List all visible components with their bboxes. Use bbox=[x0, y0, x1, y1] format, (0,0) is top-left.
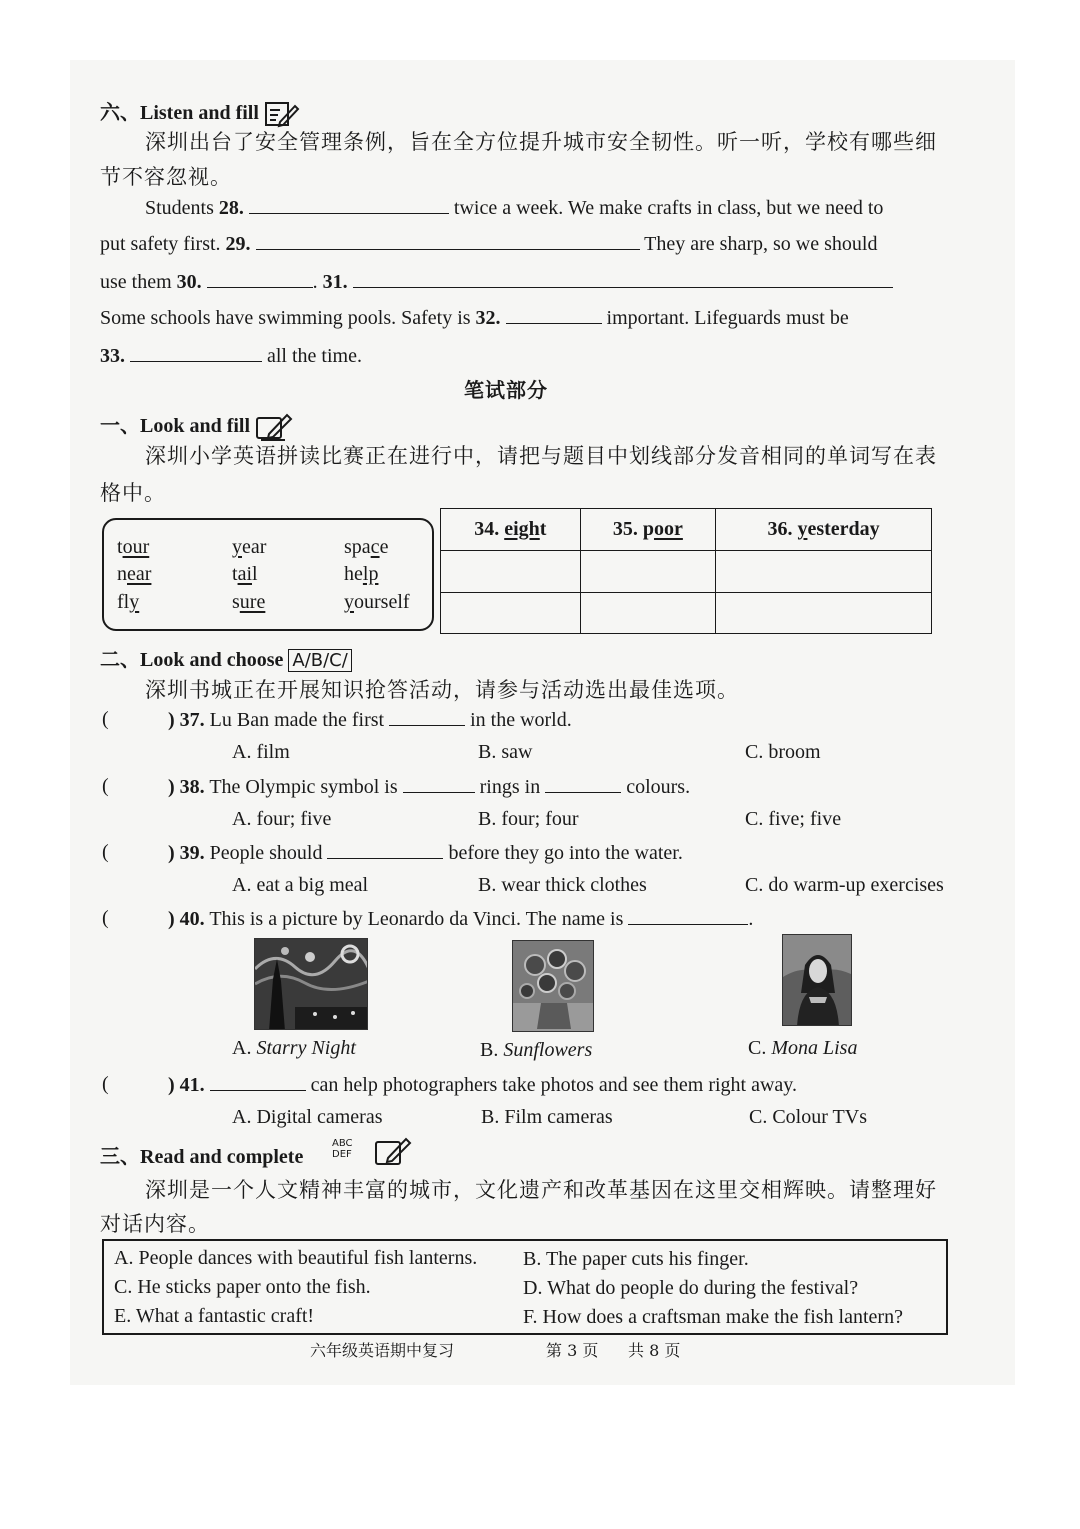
text: l bbox=[252, 563, 258, 585]
q31-number: 31. bbox=[322, 271, 348, 293]
word-bank-item bbox=[117, 536, 149, 559]
text: t bbox=[539, 518, 547, 540]
footer-total: 共 8 页 bbox=[628, 1341, 681, 1360]
option-b[interactable]: B. The paper cuts his finger. bbox=[523, 1248, 749, 1270]
text: Students bbox=[145, 197, 214, 219]
listen-line-29 bbox=[100, 232, 877, 256]
underlined-sound: ear bbox=[127, 563, 152, 585]
word-bank-item bbox=[344, 536, 388, 559]
text: e bbox=[379, 536, 389, 558]
text: ear bbox=[242, 536, 267, 558]
underlined-sound: oor bbox=[653, 518, 683, 540]
option-e[interactable]: E. What a fantastic craft! bbox=[114, 1305, 315, 1327]
footer-page: 第 3 页 bbox=[546, 1341, 599, 1360]
sunflowers-painting bbox=[513, 941, 594, 1032]
q41-option-c[interactable]: C. Colour TVs bbox=[749, 1106, 867, 1128]
answer-paren[interactable]: ( bbox=[102, 841, 109, 863]
word-bank-item bbox=[232, 563, 258, 586]
written-part-heading: 笔试部分 bbox=[464, 378, 548, 402]
q40-option-b[interactable] bbox=[480, 1039, 592, 1062]
write-pencil-icon bbox=[255, 412, 295, 442]
mona-lisa-painting bbox=[783, 935, 852, 1026]
answer-cell[interactable] bbox=[441, 551, 581, 593]
q32-blank[interactable] bbox=[506, 306, 602, 324]
abc-choice-icon: A/B/C/ bbox=[288, 649, 351, 672]
text: 34. bbox=[474, 518, 500, 540]
header-cell-35 bbox=[580, 509, 715, 551]
text: t bbox=[117, 536, 123, 558]
header-cell-34 bbox=[441, 509, 581, 551]
look-fill-intro-line1: 深圳小学英语拼读比赛正在进行中，请把与题目中划线部分发音相同的单词写在表 bbox=[145, 444, 937, 468]
sound-table bbox=[440, 508, 932, 634]
text: important. Lifeguards must be bbox=[606, 307, 849, 329]
q37-blank bbox=[389, 708, 465, 726]
text: twice a week. We make crafts in class, but we need to bbox=[453, 197, 884, 219]
q38-blank1 bbox=[403, 775, 475, 793]
q38-option-c[interactable]: C. five; five bbox=[745, 808, 842, 830]
text: in the world. bbox=[470, 709, 572, 731]
look-choose-intro: 深圳书城正在开展知识抢答活动，请参与活动选出最佳选项。 bbox=[145, 678, 739, 702]
q41-stem bbox=[168, 1073, 797, 1097]
q39-option-a[interactable]: A. eat a big meal bbox=[232, 874, 369, 896]
option-f[interactable]: F. How does a craftsman make the fish lantern? bbox=[523, 1306, 903, 1328]
abcdef-icon bbox=[332, 1138, 353, 1160]
text: . bbox=[748, 908, 754, 930]
underlined-sound: y bbox=[232, 536, 242, 558]
text: he bbox=[344, 563, 363, 585]
underlined-sound: y bbox=[129, 591, 140, 613]
listen-line-30 bbox=[100, 270, 893, 294]
q39-number: ) 39. bbox=[168, 842, 205, 864]
q40-blank bbox=[628, 907, 748, 925]
listen-line-32 bbox=[100, 306, 849, 330]
q40-stem bbox=[168, 907, 753, 931]
text: s bbox=[232, 591, 240, 613]
text: They are sharp, so we should bbox=[644, 233, 878, 255]
text: 35. bbox=[612, 518, 638, 540]
q39-option-b[interactable]: B. wear thick clothes bbox=[478, 874, 647, 896]
read-intro-line2: 对话内容。 bbox=[100, 1212, 210, 1236]
answer-cell[interactable] bbox=[716, 551, 932, 593]
look-choose-title bbox=[100, 643, 352, 672]
text: fl bbox=[117, 591, 130, 613]
q40-number: ) 40. bbox=[168, 908, 205, 930]
q37-number: ) 37. bbox=[168, 709, 205, 731]
word-bank-item bbox=[344, 563, 378, 586]
option-c[interactable]: C. He sticks paper onto the fish. bbox=[114, 1276, 371, 1298]
footer-title: 六年级英语期中复习 bbox=[310, 1341, 455, 1360]
header-cell-36 bbox=[716, 509, 932, 551]
q39-blank bbox=[327, 841, 443, 859]
underlined-sound: y bbox=[797, 518, 808, 540]
text: ourself bbox=[354, 591, 410, 613]
text: Some schools have swimming pools. Safety is bbox=[100, 307, 471, 329]
listen-line-33 bbox=[100, 344, 362, 368]
word-bank-item bbox=[117, 563, 151, 586]
text: t bbox=[232, 563, 238, 585]
word-bank-box bbox=[102, 518, 434, 631]
text: use them bbox=[100, 271, 172, 293]
listen-fill-title bbox=[100, 96, 300, 128]
q38-number: ) 38. bbox=[168, 776, 205, 798]
write-pencil-icon bbox=[264, 100, 300, 128]
q31-blank[interactable] bbox=[353, 270, 893, 288]
word-bank-item bbox=[344, 591, 410, 614]
text: A. bbox=[232, 1037, 252, 1059]
q37-option-b[interactable]: B. saw bbox=[478, 741, 533, 763]
text: Sunflowers bbox=[503, 1039, 593, 1061]
answer-paren[interactable]: ( bbox=[102, 708, 109, 730]
look-fill-intro-line2: 格中。 bbox=[100, 481, 166, 505]
text: C. bbox=[748, 1037, 767, 1059]
q40-option-c[interactable] bbox=[748, 1037, 857, 1060]
q41-option-b[interactable]: B. Film cameras bbox=[481, 1106, 613, 1128]
text: before they go into the water. bbox=[448, 842, 683, 864]
text: This is a picture by Leonardo da Vinci. The name is bbox=[209, 908, 624, 930]
text: Mona Lisa bbox=[771, 1037, 858, 1059]
sound-table-header bbox=[441, 509, 932, 551]
underlined-sound: y bbox=[344, 591, 354, 613]
text: colours. bbox=[626, 776, 691, 798]
underlined-sound: ure bbox=[239, 591, 266, 613]
q39-option-c[interactable]: C. do warm-up exercises bbox=[745, 874, 944, 896]
text: esterday bbox=[807, 518, 880, 540]
text: B. bbox=[480, 1039, 499, 1061]
text: . bbox=[312, 271, 318, 293]
q33-number: 33. bbox=[100, 345, 125, 367]
look-fill-title-text: 一、Look and fill bbox=[100, 415, 251, 437]
q38-option-a[interactable]: A. four; five bbox=[232, 808, 332, 830]
q38-blank2 bbox=[545, 775, 621, 793]
word-bank-item bbox=[232, 536, 266, 559]
listen-intro-line1: 深圳出台了安全管理条例，旨在全方位提升城市安全韧性。听一听，学校有哪些细 bbox=[145, 130, 937, 154]
answer-paren[interactable]: ( bbox=[102, 907, 109, 929]
text: DEF bbox=[332, 1149, 352, 1160]
listen-line-28 bbox=[145, 196, 883, 220]
answer-row bbox=[441, 551, 932, 593]
text: Starry Night bbox=[256, 1037, 356, 1059]
mona-lisa-picture[interactable] bbox=[782, 934, 852, 1026]
sunflowers-picture[interactable] bbox=[512, 940, 594, 1032]
option-a[interactable]: A. People dances with beautiful fish lanterns. bbox=[114, 1247, 478, 1269]
text: spa bbox=[344, 536, 371, 558]
q38-option-b[interactable]: B. four; four bbox=[478, 808, 579, 830]
underlined-sound: our bbox=[122, 536, 150, 558]
answer-cell[interactable] bbox=[716, 592, 932, 634]
q32-number: 32. bbox=[475, 307, 501, 329]
answer-row bbox=[441, 592, 932, 634]
read-complete-title-text: 三、Read and complete bbox=[100, 1146, 304, 1168]
underlined-sound: lp bbox=[362, 563, 379, 585]
look-choose-title-text: 二、Look and choose bbox=[100, 649, 284, 671]
answer-paren[interactable]: ( bbox=[102, 775, 109, 797]
underlined-sound: eigh bbox=[504, 518, 540, 540]
underlined-sound: ai bbox=[237, 563, 252, 585]
starry-night-painting bbox=[255, 939, 368, 1030]
underlined-sound: c bbox=[370, 536, 380, 558]
text: p bbox=[642, 518, 654, 540]
q30-blank[interactable] bbox=[207, 270, 313, 288]
answer-cell[interactable] bbox=[580, 592, 715, 634]
text: The Olympic symbol is bbox=[209, 776, 398, 798]
answer-paren[interactable]: ( bbox=[102, 1073, 109, 1095]
starry-night-picture[interactable] bbox=[254, 938, 368, 1030]
text: put safety first. bbox=[100, 233, 221, 255]
text: Lu Ban made the first bbox=[209, 709, 385, 731]
write-pencil-icon bbox=[374, 1136, 414, 1168]
q40-option-a[interactable] bbox=[232, 1037, 356, 1060]
text: can help photographers take photos and see them right away. bbox=[310, 1074, 797, 1096]
q41-number: ) 41. bbox=[168, 1074, 205, 1096]
q39-stem bbox=[168, 841, 683, 865]
listen-fill-title-text: 六、Listen and fill bbox=[100, 102, 259, 124]
answer-cell[interactable] bbox=[441, 592, 581, 634]
q29-blank[interactable] bbox=[256, 232, 640, 250]
q30-number: 30. bbox=[176, 271, 202, 293]
text: rings in bbox=[479, 776, 541, 798]
look-fill-title bbox=[100, 409, 295, 442]
read-intro-line1: 深圳是一个人文精神丰富的城市，文化遗产和改革基因在这里交相辉映。请整理好 bbox=[145, 1178, 937, 1202]
word-bank-item bbox=[117, 591, 139, 614]
q33-blank[interactable] bbox=[130, 344, 262, 362]
q37-option-a[interactable]: A. film bbox=[232, 741, 290, 763]
listen-intro-line2: 节不容忽视。 bbox=[100, 165, 232, 189]
q28-number: 28. bbox=[218, 197, 244, 219]
q41-blank bbox=[210, 1073, 306, 1091]
q37-option-c[interactable]: C. broom bbox=[745, 741, 821, 763]
word-bank-item bbox=[232, 591, 265, 614]
q28-blank[interactable] bbox=[249, 196, 449, 214]
q41-option-a[interactable]: A. Digital cameras bbox=[232, 1106, 383, 1128]
text: all the time. bbox=[267, 345, 362, 367]
answer-cell[interactable] bbox=[580, 551, 715, 593]
text: n bbox=[117, 563, 127, 585]
q29-number: 29. bbox=[225, 233, 251, 255]
text: 36. bbox=[767, 518, 793, 540]
text: People should bbox=[209, 842, 323, 864]
q37-stem bbox=[168, 708, 572, 732]
option-d[interactable]: D. What do people do during the festival? bbox=[523, 1277, 859, 1299]
q38-stem bbox=[168, 775, 690, 799]
text: ABC bbox=[332, 1138, 353, 1149]
read-complete-title bbox=[100, 1140, 303, 1169]
